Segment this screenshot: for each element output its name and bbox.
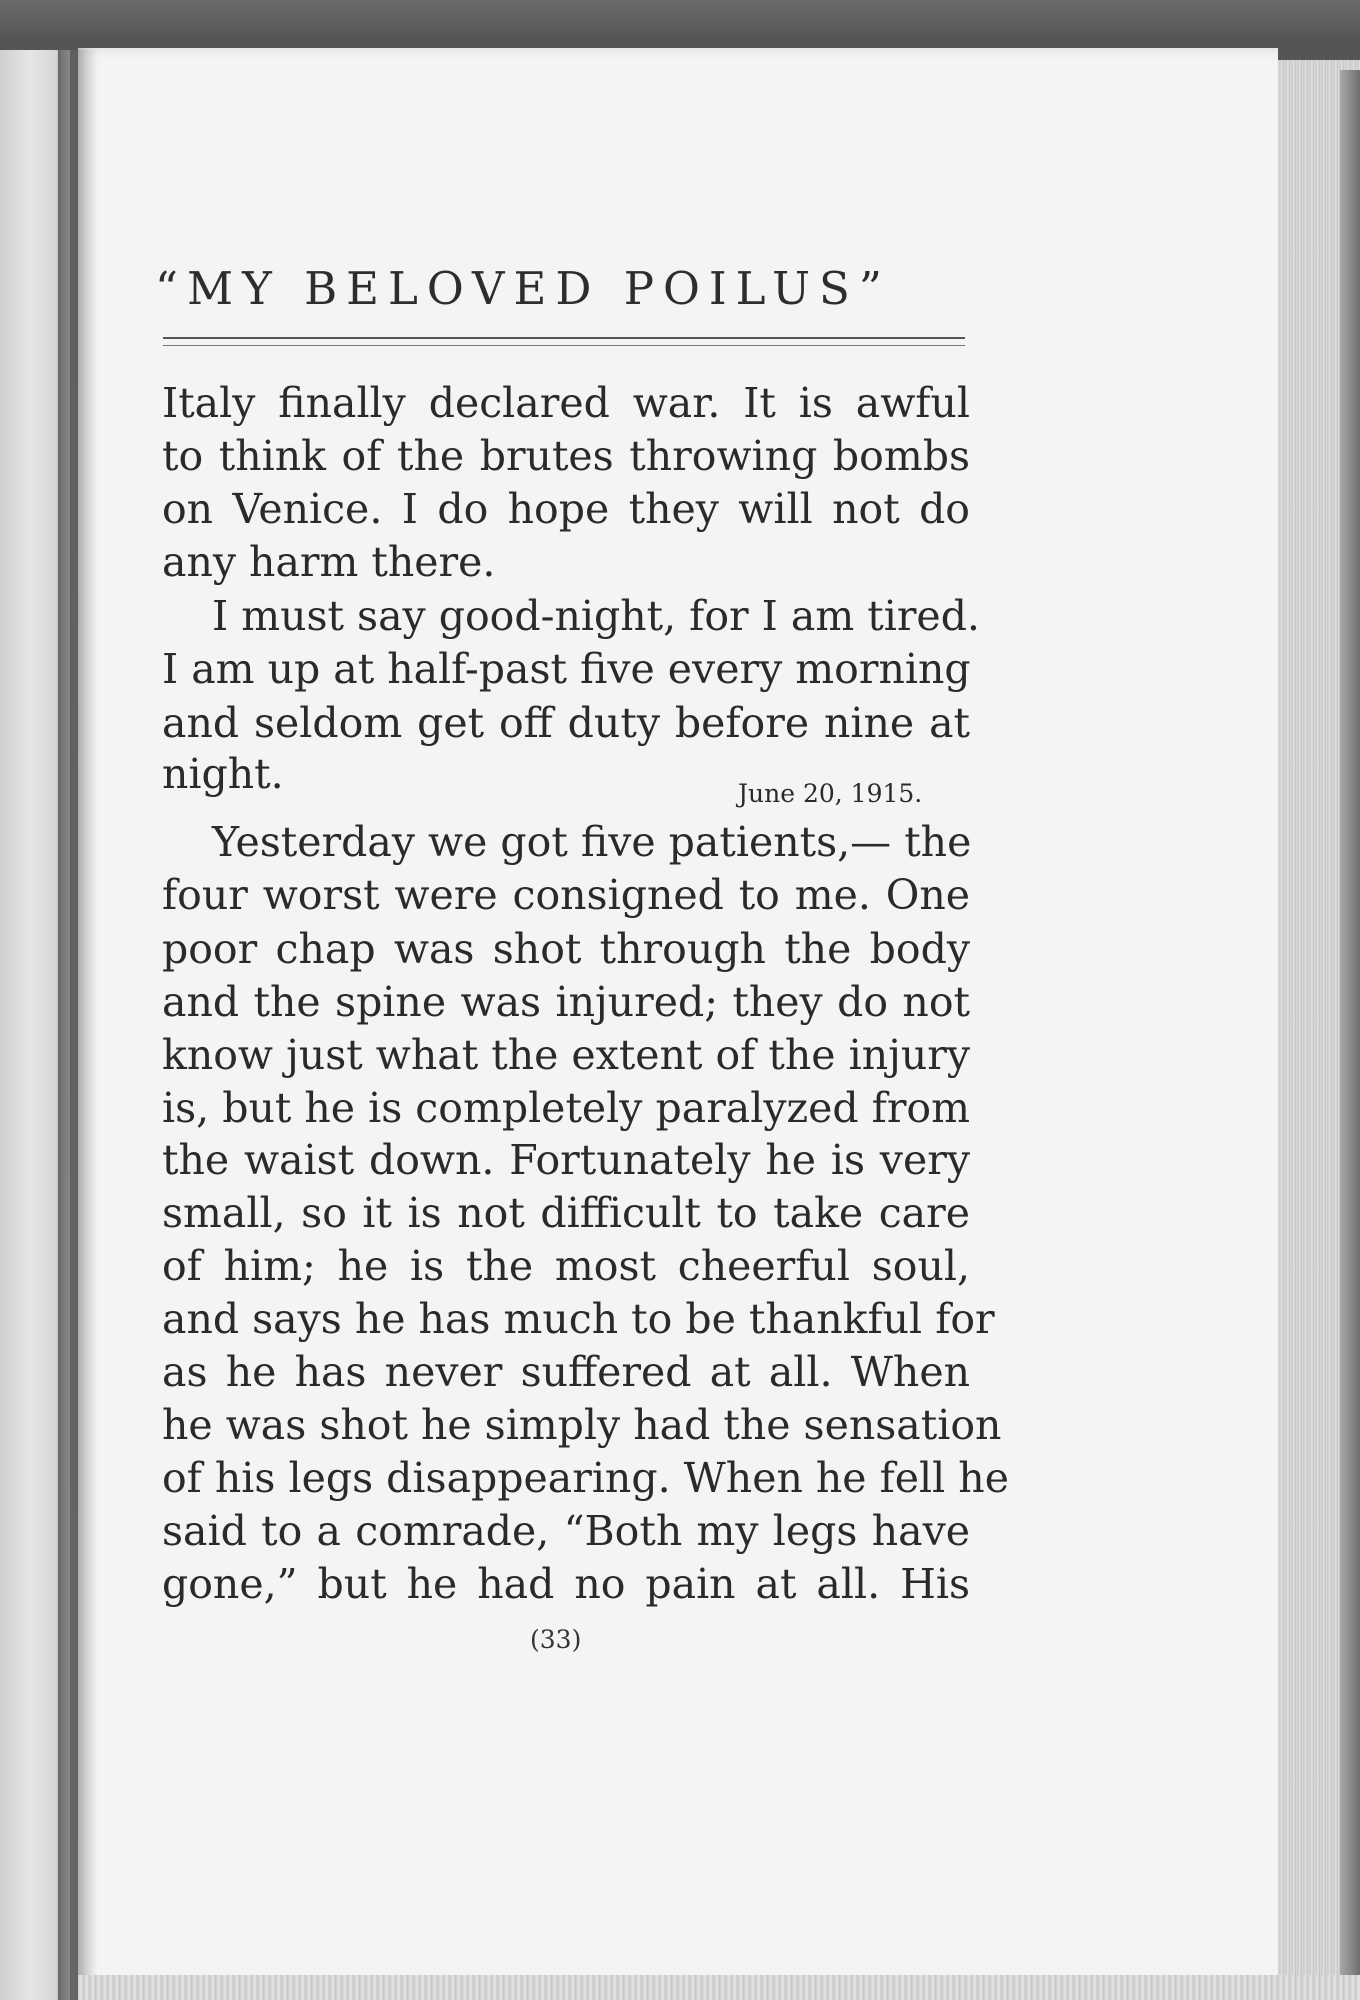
running-head: “MY BELOVED POILUS” xyxy=(155,262,891,315)
text-line: he was shot he simply had the sensation xyxy=(162,1401,1002,1449)
head-rule-thin xyxy=(163,345,965,346)
head-rule xyxy=(163,337,965,339)
text-line: of him; he is the most cheerful soul, xyxy=(162,1242,970,1290)
dateline: June 20, 1915. xyxy=(738,779,923,808)
text-line: on Venice. I do hope they will not do xyxy=(162,485,970,533)
text-line: Yesterday we got five patients,— the xyxy=(212,818,972,866)
book-cover-edge xyxy=(1340,70,1360,2000)
text-line: four worst were consigned to me. One xyxy=(162,871,970,919)
text-line: to think of the brutes throwing bombs xyxy=(162,432,970,480)
text-line: and the spine was injured; they do not xyxy=(162,978,970,1026)
page-bottom-edge xyxy=(78,1975,1360,2000)
text-line: night. xyxy=(162,750,284,798)
text-line: I must say good-night, for I am tired. xyxy=(212,592,980,640)
text-line: of his legs disappearing. When he fell he xyxy=(162,1454,1009,1502)
text-line: I am up at half-past five every morning xyxy=(162,645,971,693)
text-line: and says he has much to be thankful for xyxy=(162,1295,995,1343)
gutter-shadow xyxy=(58,50,98,2000)
text-line: gone,” but he had no pain at all. His xyxy=(162,1560,970,1608)
text-line: and seldom get off duty before nine at xyxy=(162,699,970,747)
page-number: (33) xyxy=(530,1625,582,1654)
text-line: is, but he is completely paralyzed from xyxy=(162,1084,970,1132)
text-line: Italy finally declared war. It is awful xyxy=(162,379,970,427)
text-line: poor chap was shot through the body xyxy=(162,925,970,973)
text-line: small, so it is not difficult to take care xyxy=(162,1189,970,1237)
text-line: any harm there. xyxy=(162,538,496,586)
text-line: know just what the extent of the injury xyxy=(162,1031,970,1079)
text-line: as he has never suffered at all. When xyxy=(162,1348,970,1396)
text-line: the waist down. Fortunately he is very xyxy=(162,1136,970,1184)
text-line: said to a comrade, “Both my legs have xyxy=(162,1507,970,1555)
